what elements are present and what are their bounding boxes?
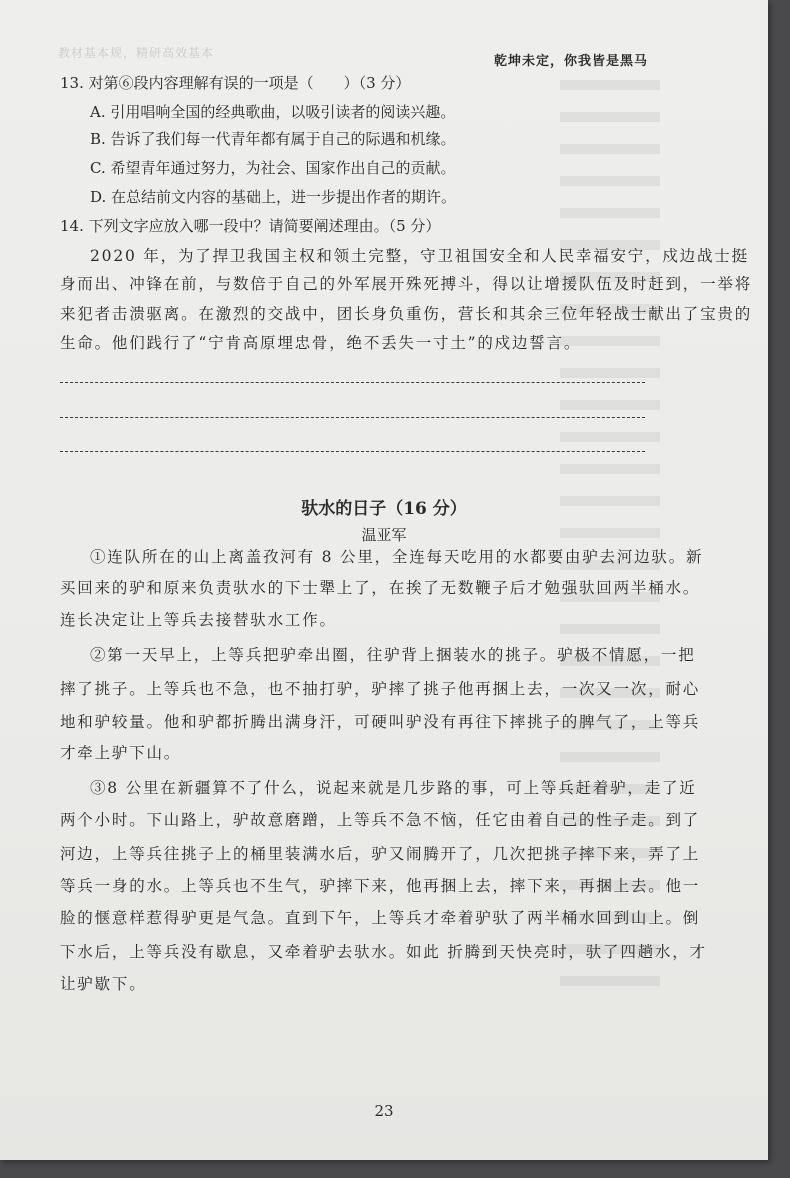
question-14-passage-line: 2020 年，为了捍卫我国主权和领土完整，守卫祖国安全和人民幸福安宁，戍边战士挺 [90, 247, 749, 265]
article-line: 脸的惬意样惹得驴更是气急。直到下午，上等兵才牵着驴驮了两半桶水回到山上。倒 [60, 909, 701, 927]
article-line: ①连队所在的山上离盖孜河有 8 公里，全连每天吃用的水都要由驴去河边驮。新 [90, 548, 704, 566]
article-line: 等兵一身的水。上等兵也不生气，驴摔下来，他再捆上去，摔下来，再捆上去。他一 [60, 877, 701, 895]
article-line: 地和驴较量。他和驴都折腾出满身汗，可硬叫驴没有再往下摔挑子的脾气了，上等兵 [60, 713, 701, 731]
question-13-option-d: D. 在总结前文内容的基础上，进一步提出作者的期许。 [90, 188, 457, 206]
page-number: 23 [374, 1102, 394, 1120]
question-14-passage-line: 来犯者击溃驱离。在激烈的交战中，团长身负重伤，营长和其余三位年轻战士献出了宝贵的 [60, 305, 753, 323]
article-line: 摔了挑子。上等兵也不急，也不抽打驴，驴摔了挑子他再捆上去，一次又一次，耐心 [60, 680, 701, 698]
ghost-header: 教材基本规，精研高效基本 [58, 46, 215, 60]
answer-line [60, 382, 645, 383]
article-author: 温亚军 [361, 526, 407, 544]
article-line: ②第一天早上，上等兵把驴牵出圈，往驴背上捆装水的挑子。驴极不情愿，一把 [90, 646, 696, 664]
article-line: 让驴歇下。 [60, 975, 147, 993]
article-line: ③8 公里在新疆算不了什么，说起来就是几步路的事，可上等兵赶着驴，走了近 [90, 779, 697, 797]
question-13-option-a: A. 引用唱响全国的经典歌曲，以吸引读者的阅读兴趣。 [90, 103, 456, 121]
article-line: 下水后，上等兵没有歇息，又牵着驴去驮水。如此 折腾到天快亮时，驮了四趟水，才 [60, 943, 707, 961]
question-14-passage-line: 生命。他们践行了“宁肯高原埋忠骨，绝不丢失一寸土”的戍边誓言。 [60, 334, 582, 352]
article-title: 驮水的日子（16 分） [301, 499, 467, 519]
answer-line [60, 451, 645, 452]
article-line: 河边，上等兵往挑子上的桶里装满水后，驴又闹腾开了，几次把挑子摔下来，弄了上 [60, 845, 701, 863]
article-line: 两个小时。下山路上，驴故意磨蹭，上等兵不急不恼，任它由着自己的性子走。到了 [60, 811, 701, 829]
question-14-passage-line: 身而出、冲锋在前，与数倍于自己的外军展开殊死搏斗，得以让增援队伍及时赶到，一举将 [60, 275, 753, 293]
article-line: 才牵上驴下山。 [60, 744, 182, 762]
article-line: 买回来的驴和原来负责驮水的下士犟上了，在挨了无数鞭子后才勉强驮回两半桶水。 [60, 579, 701, 597]
question-14-stem: 14. 下列文字应放入哪一段中？请简要阐述理由。（5 分） [60, 217, 441, 235]
question-13-option-c: C. 希望青年通过努力，为社会、国家作出自己的贡献。 [90, 159, 456, 177]
question-13-option-b: B. 告诉了我们每一代青年都有属于自己的际遇和机缘。 [90, 130, 456, 148]
answer-line [60, 417, 645, 418]
article-line: 连长决定让上等兵去接替驮水工作。 [60, 611, 337, 629]
question-13-stem: 13. 对第⑥段内容理解有误的一项是（ ）（3 分） [60, 74, 411, 92]
page-header-slogan: 乾坤未定，你我皆是黑马 [493, 54, 648, 69]
